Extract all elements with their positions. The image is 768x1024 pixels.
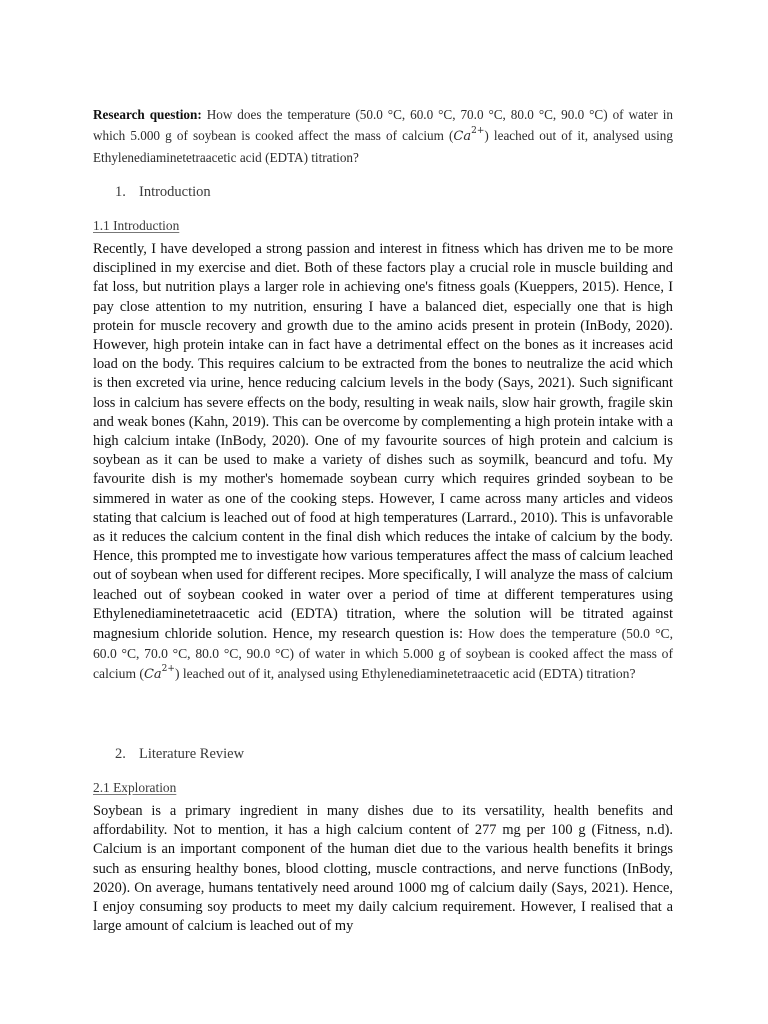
calcium-ion-formula-repeat: $Ca^{2+}$	[143, 664, 175, 683]
subsection-heading-introduction: 1.1 Introduction	[93, 218, 180, 233]
subsection-heading-exploration: 2.1 Exploration	[93, 780, 177, 795]
research-question-text: How does the temperature (50.0 °C, 60.0 °C, 70.0 °C, 80.0 °C, 90.0 °C) of water in which 5.000 g of soybean is cooked affect the mass of calcium (	[93, 107, 673, 143]
research-question-text-end: ) leached out of it, analysed using Ethylenediaminetetraacetic acid (EDTA) titration?	[93, 128, 673, 165]
introduction-text: Recently, I have developed a strong passion and interest in fitness which has driven me to be more disciplined in my exercise and diet. Both of these factors play a crucial role in muscle building and fat loss, but nutrition plays a larger role in achieving one's fitness goals (Kueppers, 2015). Hence, I pay close attention to my nutrition, ensuring I have a balanced diet, especially one that is high protein for muscle recovery and growth due to the amino acids present in protein (InBody, 2020). However, high protein intake can in fact have a detrimental effect on the bones as it increases acid load on the body. This requires calcium to be extracted from the bones to neutralize the acid which is then excreted via urine, hence reducing calcium levels in the body (Says, 2021). Such significant loss in calcium has severe effects on the body, resulting in weak nails, slow hair growth, fragile skin and weak bones (Kahn, 2019). This can be overcome by complementing a high protein intake with a high calcium intake (InBody, 2020). One of my favourite sources of high protein and calcium is soybean as it can be used to make a variety of dishes such as soymilk, beancurd and tofu. My favourite dish is my mother's homemade soybean curry which requires grinded soybean to be simmered in water as one of the cooking steps. However, I came across many articles and videos stating that calcium is leached out of food at high temperatures (Larrard., 2010). This is unfavorable as it reduces the calcium content in the final dish which reduces the intake of calcium by the body. Hence, this prompted me to investigate how various temperatures affect the mass of calcium leached out of soybean when used for different recipes. More specifically, I will analyze the mass of calcium leached out of soybean cooked in water over a period of time at different temperatures using Ethylenediaminetetraacetic acid (EDTA) titration, where the solution will be titrated against magnesium chloride solution. Hence, my research question is:	[93, 241, 673, 643]
exploration-paragraph: Soybean is a primary ingredient in many dishes due to its versatility, health benefits and affordability. Not to mention, it has a high calcium content of 277 mg per 100 g (Fitness, n.d). Calcium is an important component of the human diet due to the various health benefits it brings such as ensuring healthy bones, blood clotting, muscle contractions, and nerve functions (InBody, 2020). On average, humans tentatively need around 1000 mg of calcium daily (Says, 2021). Hence, I enjoy consuming soy products to meet my daily calcium requirement. However, I realised that a large amount of calcium is leached out of my	[93, 803, 673, 935]
section-heading-introduction: 1. Introduction	[115, 184, 211, 200]
introduction-paragraph	[93, 240, 673, 685]
research-question-label: Research question:	[93, 107, 202, 122]
calcium-ion-formula: $Ca^{2+}$	[453, 126, 485, 144]
research-question	[93, 104, 673, 168]
section-heading-literature-review: 2. Literature Review	[115, 746, 245, 762]
introduction-research-question: How does the temperature (50.0 °C, 60.0 °C, 70.0 °C, 80.0 °C, 90.0 °C) of water in which 5.000 g of soybean is cooked affect the mass of calcium $(Ca^{2+})$ leached out of it, analysed using Ethylenediaminetetraacetic acid (EDTA) titration?	[93, 626, 673, 683]
